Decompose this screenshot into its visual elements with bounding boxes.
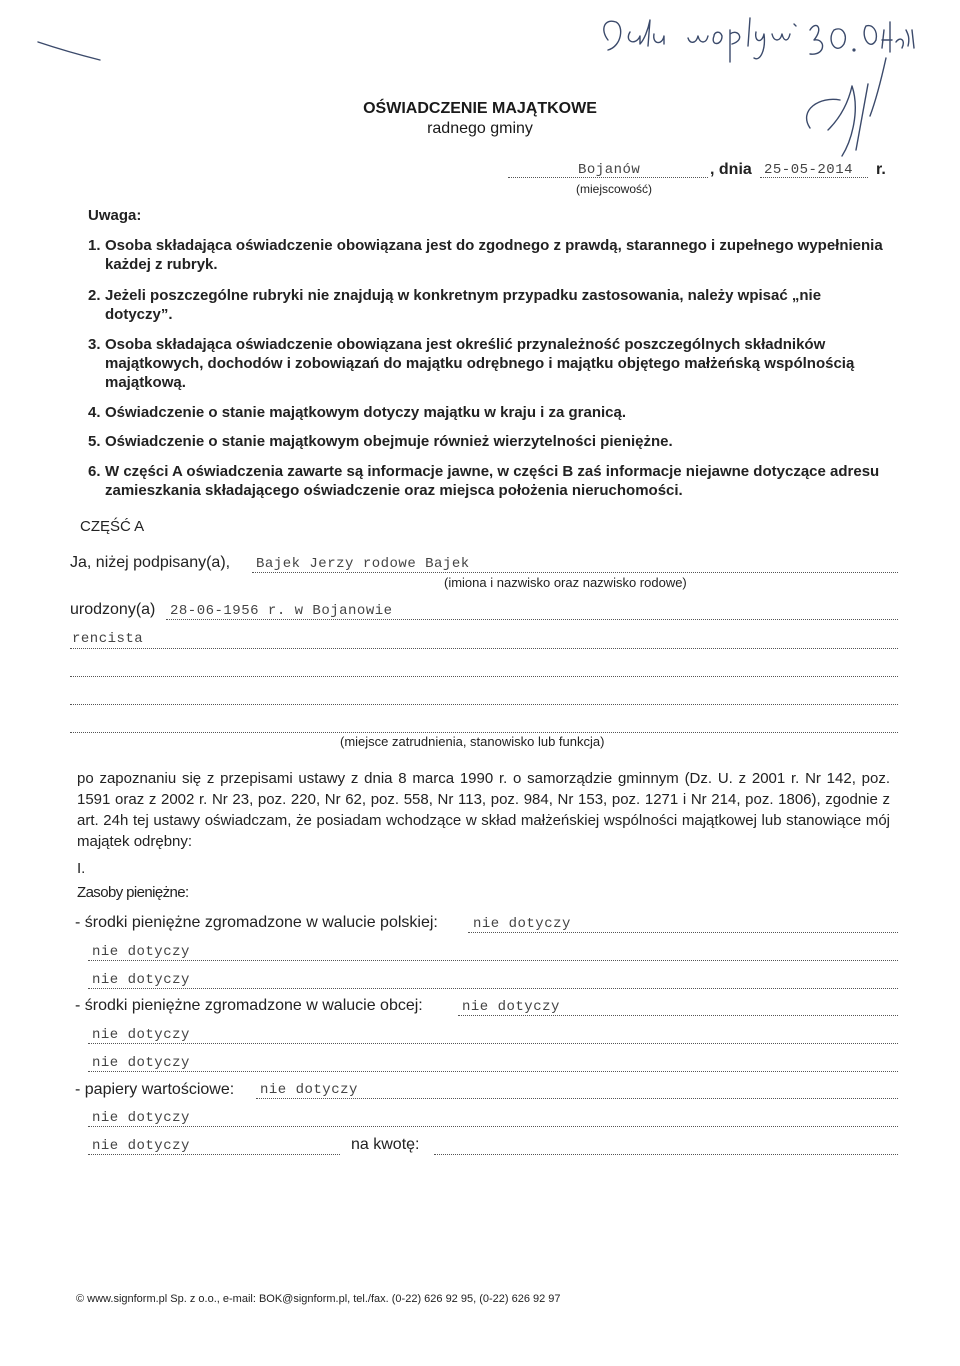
note-text: W części A oświadczenia zawarte są informacje jawne, w części B zaś informacje niejawne dotyczące adresu zamieszkania składającego oświadczenie oraz miejsca położenia nieruchomości. — [105, 463, 880, 499]
footer-copyright: © www.signform.pl Sp. z o.o., e-mail: BOK@signform.pl, tel./fax. (0-22) 626 92 95, (0-22) 626 92 97 — [76, 1293, 561, 1305]
pln-value-2: nie dotyczy — [92, 944, 190, 960]
amount-field-line — [434, 1154, 898, 1155]
pln-value-3: nie dotyczy — [92, 972, 190, 988]
occupation-value: rencista — [72, 631, 144, 647]
born-label: urodzony(a) — [70, 601, 156, 618]
note-text: Oświadczenie o stanie majątkowym dotyczy majątku w kraju i za granicą. — [105, 404, 627, 421]
section-heading: Zasoby pieniężne: — [77, 884, 189, 901]
note-item — [88, 236, 885, 274]
date-label: , dnia — [710, 161, 752, 178]
note-text: Jeżeli poszczególne rubryki nie znajdują w konkretnym przypadku zastosowania, należy wpisać „nie dotyczy”. — [105, 287, 822, 323]
pln-field-line-3 — [88, 988, 898, 989]
form-subtitle: radnego gminy — [427, 120, 533, 137]
securities-field-line — [256, 1098, 898, 1099]
notes-heading: Uwaga: — [88, 207, 142, 224]
pln-field-line-2 — [88, 960, 898, 961]
occupation-field-line-4 — [70, 732, 898, 733]
note-number: 2. — [88, 287, 101, 304]
note-item — [88, 335, 885, 392]
foreign-field-line — [458, 1015, 898, 1016]
form-title: OŚWIADCZENIE MAJĄTKOWE — [363, 100, 597, 117]
born-value: 28-06-1956 r. w Bojanowie — [170, 603, 393, 619]
securities-field-line-3 — [88, 1154, 340, 1155]
occupation-field-line-3 — [70, 704, 898, 705]
part-a-heading: CZĘŚĆ A — [80, 518, 145, 535]
foreign-value-2: nie dotyczy — [92, 1027, 190, 1043]
securities-value-3: nie dotyczy — [92, 1138, 190, 1154]
occupation-field-line-2 — [70, 676, 898, 677]
note-number: 1. — [88, 237, 101, 254]
securities-field-line-2 — [88, 1126, 898, 1127]
statement-paragraph: po zapoznaniu się z przepisami ustawy z dnia 8 marca 1990 r. o samorządzie gminnym (Dz. U. z 2001 r. Nr 142, poz. 1591 oraz z 2002 r. Nr 23, poz. 220, Nr 62, poz. 558, Nr 113, poz. 984, Nr 153, poz. 1271 i Nr 214, poz. 1806), zgodnie z art. 24h tej ustawy oświadczam, że posiadam wchodzące w skład małżeńskiej wspólności majątkowej lub stanowiące mój majątek odrębny: — [77, 770, 890, 850]
note-item — [88, 286, 885, 324]
amount-label: na kwotę: — [351, 1136, 420, 1153]
foreign-field-line-2 — [88, 1043, 898, 1044]
pen-stroke-mark — [36, 38, 106, 64]
occupation-caption: (miejsce zatrudnienia, stanowisko lub funkcja) — [340, 734, 605, 749]
born-field-line — [166, 619, 898, 620]
section-number: I. — [77, 860, 86, 877]
date-value: 25-05-2014 — [764, 162, 854, 178]
foreign-funds-label: - środki pieniężne zgromadzone w walucie obcej: — [75, 997, 423, 1014]
foreign-value: nie dotyczy — [462, 999, 560, 1015]
note-number: 3. — [88, 336, 101, 353]
pln-value: nie dotyczy — [473, 916, 571, 932]
note-item — [88, 403, 885, 422]
note-number: 4. — [88, 404, 101, 421]
foreign-field-line-3 — [88, 1071, 898, 1072]
signed-label: Ja, niżej podpisany(a), — [70, 554, 231, 571]
note-number: 6. — [88, 463, 101, 480]
note-text: Oświadczenie o stanie majątkowym obejmuje również wierzytelności pieniężne. — [105, 433, 673, 450]
note-number: 5. — [88, 433, 101, 450]
note-text: Osoba składająca oświadczenie obowiązana jest określić przynależność poszczególnych składników majątkowych, dochodów i zobowiązań do majątku odrębnego i majątku objętego małżeńską wspólnością majątkową. — [105, 336, 855, 391]
pln-funds-label: - środki pieniężne zgromadzone w walucie polskiej: — [75, 914, 438, 931]
securities-value: nie dotyczy — [260, 1082, 358, 1098]
note-text: Osoba składająca oświadczenie obowiązana jest do zgodnego z prawdą, starannego i zupełnego wypełnienia każdej z rubryk. — [105, 237, 883, 273]
foreign-value-3: nie dotyczy — [92, 1055, 190, 1071]
place-value: Bojanów — [578, 162, 641, 178]
note-item — [88, 432, 885, 451]
signed-caption: (imiona i nazwisko oraz nazwisko rodowe) — [444, 575, 687, 590]
occupation-field-line — [70, 648, 898, 649]
securities-value-2: nie dotyczy — [92, 1110, 190, 1126]
pln-field-line — [468, 932, 898, 933]
signed-field-line — [252, 572, 898, 573]
note-item — [88, 462, 885, 500]
place-caption: (miejscowość) — [576, 182, 653, 196]
securities-label: - papiery wartościowe: — [75, 1081, 235, 1098]
date-suffix: r. — [876, 161, 886, 178]
signed-value: Bajek Jerzy rodowe Bajek — [256, 556, 470, 572]
